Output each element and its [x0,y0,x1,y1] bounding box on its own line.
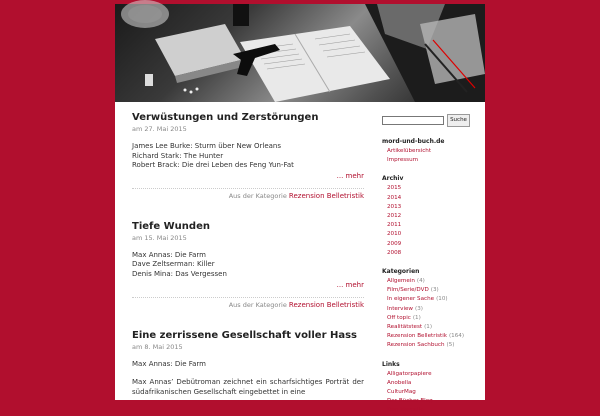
category-item[interactable] [382,332,478,341]
category-item[interactable] [382,341,478,350]
category-name[interactable]: Rezension Belletristik [387,333,447,340]
category-name[interactable]: Off topic [387,314,411,321]
post-line: Dave Zeltserman: Killer [132,260,215,269]
post-excerpt [132,360,364,398]
archive-year[interactable]: 2012 [387,213,402,220]
category-item[interactable] [382,323,478,332]
site-links [382,147,478,165]
category-count: (10) [436,296,448,303]
search-input[interactable] [382,116,444,125]
sidebar-heading-links: Links [382,360,400,368]
sidebar [382,114,478,416]
desk-photo [115,4,485,102]
post-category [132,297,364,310]
post-line: Richard Stark: The Hunter [132,151,224,160]
post-paragraph: Max Annas’ Debütroman zeichnet ein scharfsichtiges Porträt der südafrikanischen Gesellschaft eingebettet in eine [132,378,364,396]
category-prefix: Aus der Kategorie [228,300,287,309]
blogroll-link[interactable]: CulturMag [387,389,416,396]
header-image [115,4,485,102]
post-2 [132,221,364,310]
post-excerpt [132,251,364,280]
category-name[interactable]: Allgemein [387,278,415,285]
post-line: Max Annas: Die Farm [132,359,206,368]
category-count: (3) [415,305,423,312]
archive-year[interactable]: 2008 [387,249,402,256]
blogroll-link[interactable]: Anobella [387,379,412,386]
archive-year[interactable]: 2015 [387,185,402,192]
category-count: (3) [430,287,439,294]
category-item[interactable] [382,305,478,314]
read-more-link[interactable]: ... mehr [336,171,364,180]
post-line: Robert Brack: Die drei Leben des Feng Yun-Fat [132,161,294,170]
category-name[interactable]: In eigener Sache [387,296,435,303]
category-count: (1) [412,314,421,321]
category-prefix: Aus der Kategorie [228,191,287,200]
category-name[interactable]: Rezension Sachbuch [387,342,445,349]
category-count: (164) [449,333,465,340]
category-item[interactable] [382,277,478,286]
post-date: am 15. Mai 2015 [132,233,187,242]
search-form [382,114,478,126]
category-link[interactable]: Rezension Belletristik [288,191,364,200]
archive-year[interactable]: 2009 [387,240,402,247]
archive-year[interactable]: 2011 [387,222,402,229]
post-line: Max Annas: Die Farm [132,250,206,259]
post-title[interactable]: Verwüstungen und Zerstörungen [132,112,319,123]
sidebar-heading-categories: Kategorien [382,268,420,276]
category-count: (1) [424,324,433,331]
blogroll-list [382,370,478,416]
category-item[interactable] [382,314,478,323]
sidebar-link[interactable]: Artikelübersicht [387,148,432,154]
category-count: (4) [416,278,425,285]
post-line: Denis Mina: Das Vergessen [132,269,227,278]
post-excerpt [132,142,364,171]
post-date: am 8. Mai 2015 [132,342,183,351]
read-more-link[interactable]: ... mehr [336,280,364,289]
archive-list [382,184,478,258]
sidebar-heading-archive: Archiv [382,175,404,183]
category-link[interactable]: Rezension Belletristik [288,300,364,309]
category-name[interactable]: Film/Serie/DVD [387,287,429,294]
post-1 [132,112,364,201]
post-date: am 27. Mai 2015 [132,125,187,133]
search-button[interactable]: Suche [447,114,470,127]
post-line: James Lee Burke: Sturm über New Orleans [132,142,281,150]
sidebar-link[interactable]: Impressum [387,157,419,164]
post-title[interactable]: Eine zerrissene Gesellschaft voller Hass [132,329,358,341]
category-count: (5) [446,342,455,349]
blogroll-link[interactable]: Der Bücher Blog [387,398,433,405]
sidebar-heading-site: mord-und-buch.de [382,138,445,145]
blogroll-link[interactable]: Don Marcello [387,407,424,414]
archive-year[interactable]: 2010 [387,231,402,238]
category-name[interactable]: Realitätstest [387,324,423,331]
category-item[interactable] [382,286,478,295]
post-category [132,188,364,201]
category-list [382,277,478,351]
archive-year[interactable]: 2014 [387,194,402,201]
post-title[interactable]: Tiefe Wunden [132,220,210,232]
post-3 [132,330,364,398]
page-container [115,0,485,414]
category-name[interactable]: Interview [387,305,414,312]
category-item[interactable] [382,295,478,304]
blogroll-link[interactable]: Alligatorpapiere [387,370,432,377]
archive-year[interactable]: 2013 [387,203,402,210]
main-content [132,112,364,397]
